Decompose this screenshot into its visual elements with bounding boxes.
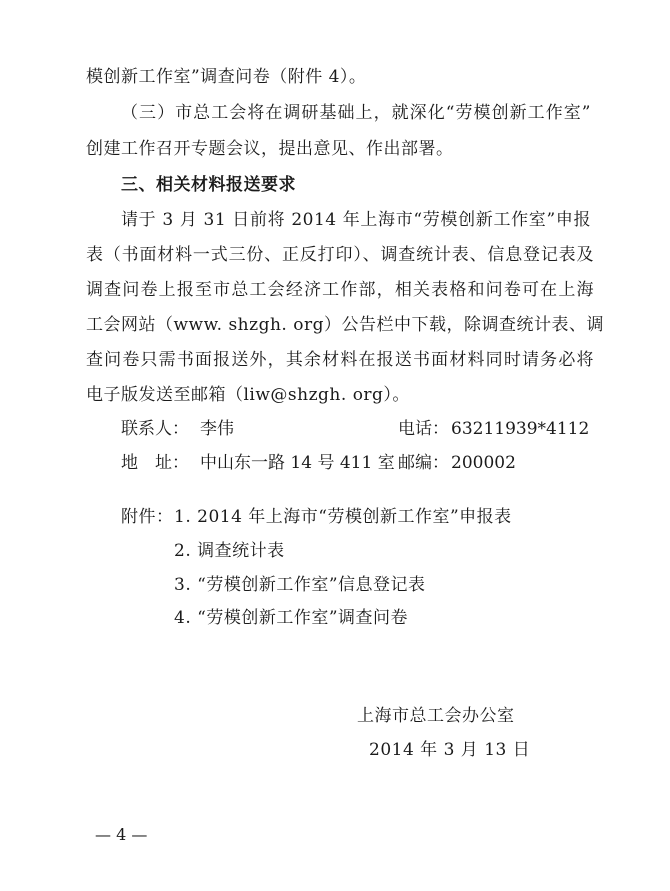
attachment-item-2: 2. 调查统计表 <box>174 541 285 561</box>
section-3-heading: 三、相关材料报送要求 <box>121 175 296 195</box>
contact-phone-label: 电话： <box>398 419 449 439</box>
contact-phone-value: 63211939*4112 <box>451 419 590 439</box>
section-3-line-6: 电子版发送至邮箱（liw@shzgh. org）。 <box>86 385 410 405</box>
item-3-line-2: 创建工作召开专题会议，提出意见、作出部署。 <box>86 139 454 159</box>
section-3-line-1: 请于 3 月 31 日前将 2014 年上海市“劳模创新工作室”申报 <box>121 210 591 230</box>
contact-zip-label: 邮编： <box>398 453 449 473</box>
contact-person-value: 李伟 <box>200 419 234 439</box>
signature-date: 2014 年 3 月 13 日 <box>369 740 531 760</box>
intro-tail-line: 模创新工作室”调查问卷（附件 4）。 <box>86 67 367 87</box>
attachment-item-4: 4. “劳模创新工作室”调查问卷 <box>174 608 409 628</box>
contact-address-value: 中山东一路 14 号 411 室 <box>200 453 395 473</box>
attachment-item-1: 1. 2014 年上海市“劳模创新工作室”申报表 <box>174 507 512 527</box>
contact-address-label: 地 址： <box>121 453 189 473</box>
contact-zip-value: 200002 <box>451 453 516 473</box>
section-3-line-2: 表（书面材料一式三份、正反打印）、调查统计表、信息登记表及 <box>86 245 594 265</box>
attachments-label: 附件： <box>121 507 174 527</box>
contact-person-label: 联系人： <box>121 419 189 439</box>
section-3-line-3: 调查问卷上报至市总工会经济工作部，相关表格和问卷可在上海 <box>86 280 594 300</box>
section-3-line-5: 查问卷只需书面报送外，其余材料在报送书面材料同时请务必将 <box>86 350 594 370</box>
item-3-line-1: （三）市总工会将在调研基础上，就深化“劳模创新工作室” <box>121 103 591 123</box>
attachment-item-3: 3. “劳模创新工作室”信息登记表 <box>174 575 426 595</box>
page-number: — 4 — <box>95 825 148 844</box>
signature-org: 上海市总工会办公室 <box>357 706 515 726</box>
section-3-line-4: 工会网站（www. shzgh. org）公告栏中下载，除调查统计表、调 <box>86 315 604 335</box>
